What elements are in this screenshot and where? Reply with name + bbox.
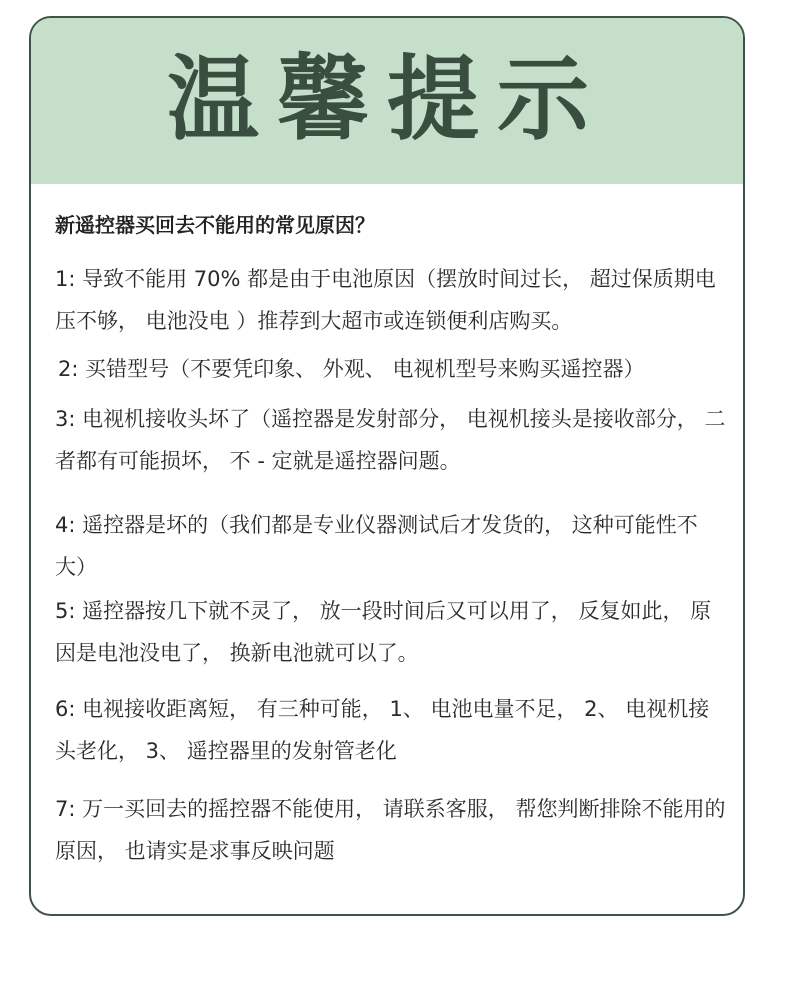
- reason-item-4: 4: 遥控器是坏的（我们都是专业仪器测试后才发货的， 这种可能性不大）: [55, 513, 698, 579]
- reason-item-1: 1: 导致不能用 70% 都是由于电池原因（摆放时间过长， 超过保质期电压不够， 电池没电 ）推荐到大超市或连锁便利店购买。: [55, 267, 716, 333]
- reason-item-2: 2: 买错型号（不要凭印象、 外观、 电视机型号来购买遥控器）: [58, 357, 645, 381]
- reason-item-7: 7: 万一买回去的摇控器不能使用， 请联系客服， 帮您判断排除不能用的原因， 也请实是求事反映问题: [55, 797, 726, 863]
- page-title: 温馨提示: [166, 46, 607, 153]
- header-banner: [31, 18, 743, 184]
- reason-item-5: 5: 遥控器按几下就不灵了， 放一段时间后又可以用了， 反复如此， 原因是电池没电了， 换新电池就可以了。: [55, 599, 712, 665]
- notice-card: [29, 16, 745, 916]
- reason-item-3: 3: 电视机接收头坏了（遥控器是发射部分， 电视机接头是接收部分， 二者都有可能损坏， 不 - 定就是遥控器问题。: [55, 407, 726, 473]
- reason-item-6: 6: 电视接收距离短， 有三种可能， 1、 电池电量不足， 2、 电视机接头老化， 3、 遥控器里的发射管老化: [55, 697, 710, 763]
- question-heading: 新遥控器买回去不能用的常见原因？: [55, 213, 375, 237]
